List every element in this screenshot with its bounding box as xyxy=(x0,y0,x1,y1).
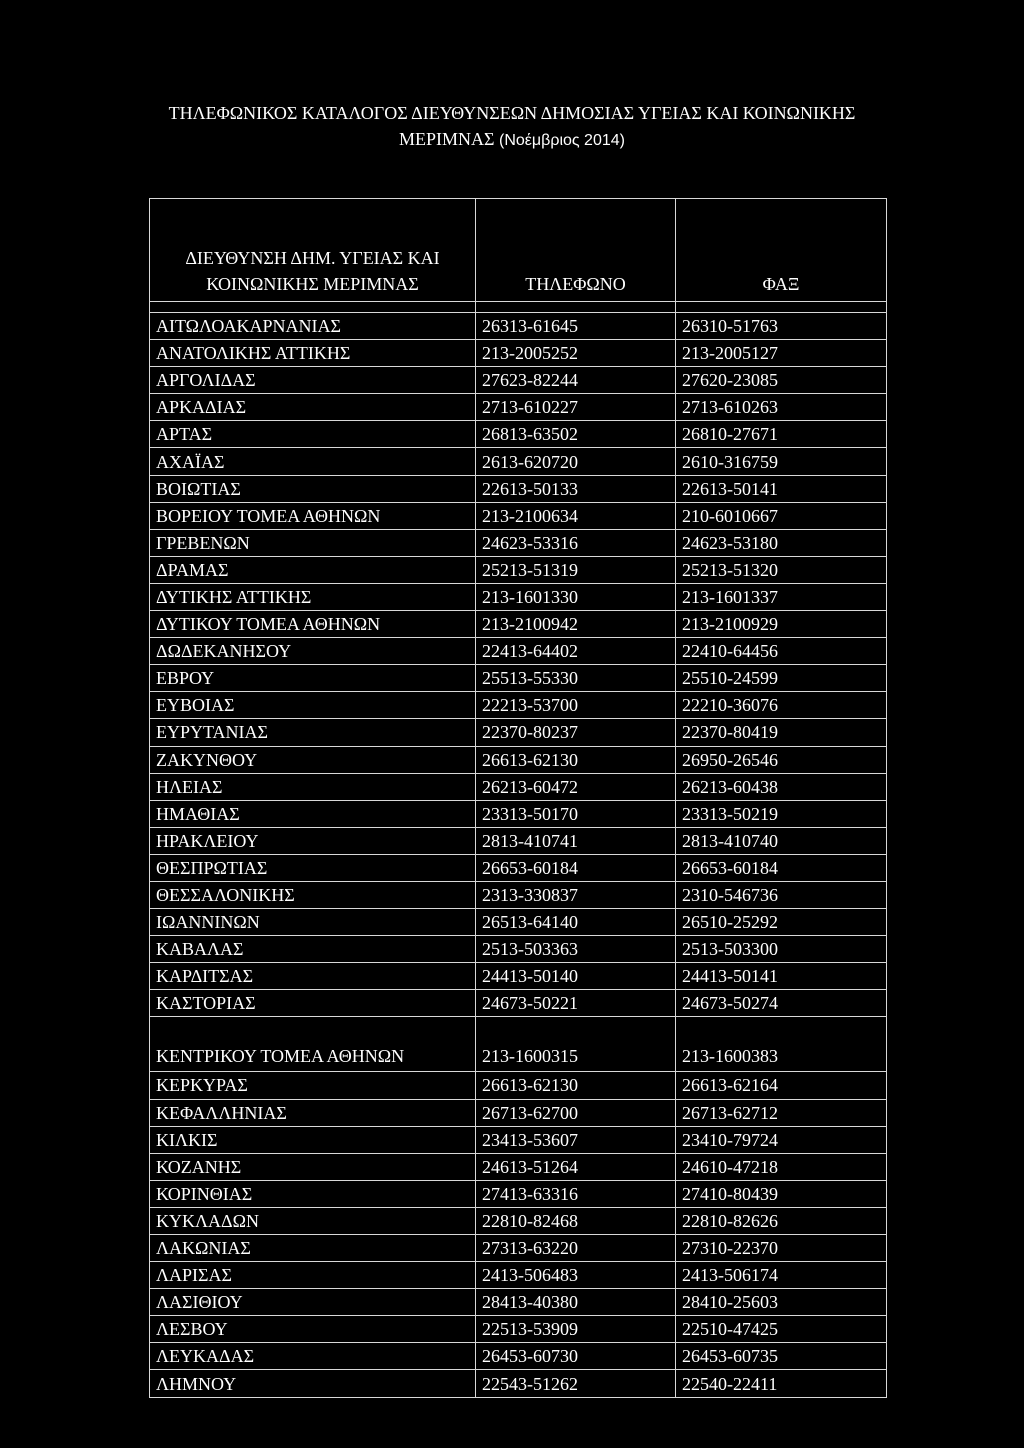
table-row xyxy=(150,963,887,990)
fax-cell: 210-6010667 xyxy=(676,502,887,529)
fax-cell: 213-2100929 xyxy=(676,611,887,638)
table-row xyxy=(150,1343,887,1370)
phone-cell: 26213-60472 xyxy=(476,773,676,800)
table-row xyxy=(150,1262,887,1289)
phone-cell: 22413-64402 xyxy=(476,638,676,665)
spacer-cell xyxy=(476,302,676,313)
directorate-name-cell: ΑΡΤΑΣ xyxy=(150,421,476,448)
directorate-name-cell: ΑΡΓΟΛΙΔΑΣ xyxy=(150,367,476,394)
fax-cell: 27620-23085 xyxy=(676,367,887,394)
fax-cell: 25213-51320 xyxy=(676,556,887,583)
table-row xyxy=(150,1316,887,1343)
fax-cell: 2713-610263 xyxy=(676,394,887,421)
fax-cell: 23410-79724 xyxy=(676,1126,887,1153)
table-row xyxy=(150,1370,887,1397)
table-row xyxy=(150,1017,887,1072)
table-row xyxy=(150,367,887,394)
phone-cell: 22613-50133 xyxy=(476,475,676,502)
phone-cell: 23413-53607 xyxy=(476,1126,676,1153)
table-row xyxy=(150,665,887,692)
directorate-name-cell: ΓΡΕΒΕΝΩΝ xyxy=(150,529,476,556)
table-row xyxy=(150,611,887,638)
phone-cell: 25213-51319 xyxy=(476,556,676,583)
phone-cell: 27313-63220 xyxy=(476,1235,676,1262)
phone-cell: 26613-62130 xyxy=(476,746,676,773)
table-header-row xyxy=(150,199,887,302)
table-row xyxy=(150,1099,887,1126)
fax-cell: 24673-50274 xyxy=(676,990,887,1017)
phone-cell: 24613-51264 xyxy=(476,1153,676,1180)
fax-cell: 22210-36076 xyxy=(676,692,887,719)
phone-cell: 213-1601330 xyxy=(476,583,676,610)
directorate-name-cell: ΔΩΔΕΚΑΝΗΣΟΥ xyxy=(150,638,476,665)
table-row xyxy=(150,800,887,827)
directorate-name-cell: ΚΕΦΑΛΛΗΝΙΑΣ xyxy=(150,1099,476,1126)
directorate-name-cell: ΒΟΡΕΙΟΥ ΤΟΜΕΑ ΑΘΗΝΩΝ xyxy=(150,502,476,529)
fax-cell: 27410-80439 xyxy=(676,1180,887,1207)
table-row xyxy=(150,1072,887,1099)
fax-cell: 22510-47425 xyxy=(676,1316,887,1343)
phone-cell: 2313-330837 xyxy=(476,881,676,908)
table-row xyxy=(150,827,887,854)
phone-cell: 213-2100634 xyxy=(476,502,676,529)
table-row xyxy=(150,638,887,665)
phone-cell: 213-2100942 xyxy=(476,611,676,638)
table-row xyxy=(150,583,887,610)
title-line-2 xyxy=(0,126,1024,154)
phone-cell: 26713-62700 xyxy=(476,1099,676,1126)
fax-cell: 2413-506174 xyxy=(676,1262,887,1289)
header-phone: ΤΗΛΕΦΩΝΟ xyxy=(476,199,676,302)
phone-cell: 22513-53909 xyxy=(476,1316,676,1343)
directorate-name-cell: ΚΥΚΛΑΔΩΝ xyxy=(150,1207,476,1234)
fax-cell: 24413-50141 xyxy=(676,963,887,990)
title-line-1: ΤΗΛΕΦΩΝΙΚΟΣ ΚΑΤΑΛΟΓΟΣ ΔΙΕΥΘΥΝΣΕΩΝ ΔΗΜΟΣΙΑΣ ΥΓΕΙΑΣ ΚΑΙ ΚΟΙΝΩΝΙΚΗΣ xyxy=(168,103,856,123)
table-row xyxy=(150,394,887,421)
table-body xyxy=(150,302,887,1398)
phone-cell: 24673-50221 xyxy=(476,990,676,1017)
table-row xyxy=(150,313,887,340)
fax-cell: 22810-82626 xyxy=(676,1207,887,1234)
directorate-name-cell: ΛΑΣΙΘΙΟΥ xyxy=(150,1289,476,1316)
directorate-name-cell: ΚΑΒΑΛΑΣ xyxy=(150,936,476,963)
table-row xyxy=(150,1235,887,1262)
table-row xyxy=(150,773,887,800)
table-row xyxy=(150,746,887,773)
table-row xyxy=(150,340,887,367)
phone-cell: 26813-63502 xyxy=(476,421,676,448)
phone-cell: 24623-53316 xyxy=(476,529,676,556)
phone-cell: 26613-62130 xyxy=(476,1072,676,1099)
directorate-name-cell: ΗΛΕΙΑΣ xyxy=(150,773,476,800)
table-row xyxy=(150,909,887,936)
fax-cell: 2513-503300 xyxy=(676,936,887,963)
phone-cell: 2613-620720 xyxy=(476,448,676,475)
title-line-2-text: ΜΕΡΙΜΝΑΣ xyxy=(399,129,495,149)
directorate-name-cell: ΛΕΥΚΑΔΑΣ xyxy=(150,1343,476,1370)
phone-cell: 27623-82244 xyxy=(476,367,676,394)
table-row xyxy=(150,881,887,908)
fax-cell: 2310-546736 xyxy=(676,881,887,908)
phone-cell: 22543-51262 xyxy=(476,1370,676,1397)
spacer-cell xyxy=(150,302,476,313)
title-date: (Νοέμβριος 2014) xyxy=(499,132,625,149)
directorate-name-cell: ΑΧΑΪΑΣ xyxy=(150,448,476,475)
phone-cell: 22370-80237 xyxy=(476,719,676,746)
directorate-name-cell: ΛΕΣΒΟΥ xyxy=(150,1316,476,1343)
fax-cell: 26810-27671 xyxy=(676,421,887,448)
table-row xyxy=(150,502,887,529)
directorate-name-cell: ΗΡΑΚΛΕΙΟΥ xyxy=(150,827,476,854)
fax-cell: 22370-80419 xyxy=(676,719,887,746)
table-row xyxy=(150,448,887,475)
directorate-name-cell: ΑΡΚΑΔΙΑΣ xyxy=(150,394,476,421)
directorate-name-cell: ΙΩΑΝΝΙΝΩΝ xyxy=(150,909,476,936)
table-row xyxy=(150,529,887,556)
table-row xyxy=(150,1153,887,1180)
directorate-name-cell: ΚΕΡΚΥΡΑΣ xyxy=(150,1072,476,1099)
fax-cell: 26713-62712 xyxy=(676,1099,887,1126)
directorate-name-cell: ΚΕΝΤΡΙΚΟΥ ΤΟΜΕΑ ΑΘΗΝΩΝ xyxy=(150,1017,476,1072)
fax-cell: 25510-24599 xyxy=(676,665,887,692)
table-row xyxy=(150,692,887,719)
directorate-name-cell: ΕΥΡΥΤΑΝΙΑΣ xyxy=(150,719,476,746)
directorate-name-cell: ΗΜΑΘΙΑΣ xyxy=(150,800,476,827)
table-row xyxy=(150,1180,887,1207)
table-row xyxy=(150,719,887,746)
directorate-name-cell: ΔΥΤΙΚΟΥ ΤΟΜΕΑ ΑΘΗΝΩΝ xyxy=(150,611,476,638)
phone-cell: 24413-50140 xyxy=(476,963,676,990)
directorate-name-cell: ΛΑΡΙΣΑΣ xyxy=(150,1262,476,1289)
fax-cell: 26950-26546 xyxy=(676,746,887,773)
fax-cell: 26653-60184 xyxy=(676,854,887,881)
directorate-name-cell: ΑΝΑΤΟΛΙΚΗΣ ΑΤΤΙΚΗΣ xyxy=(150,340,476,367)
phone-cell: 26513-64140 xyxy=(476,909,676,936)
phone-cell: 23313-50170 xyxy=(476,800,676,827)
directorate-name-cell: ΚΑΡΔΙΤΣΑΣ xyxy=(150,963,476,990)
table-row xyxy=(150,421,887,448)
directorate-name-cell: ΖΑΚΥΝΘΟΥ xyxy=(150,746,476,773)
phone-cell: 26453-60730 xyxy=(476,1343,676,1370)
directorate-name-cell: ΘΕΣΣΑΛΟΝΙΚΗΣ xyxy=(150,881,476,908)
fax-cell: 2610-316759 xyxy=(676,448,887,475)
directorate-name-cell: ΒΟΙΩΤΙΑΣ xyxy=(150,475,476,502)
table-row xyxy=(150,1289,887,1316)
fax-cell: 26613-62164 xyxy=(676,1072,887,1099)
table-row xyxy=(150,475,887,502)
fax-cell: 213-1600383 xyxy=(676,1017,887,1072)
fax-cell: 24623-53180 xyxy=(676,529,887,556)
directorate-name-cell: ΕΒΡΟΥ xyxy=(150,665,476,692)
phone-cell: 26313-61645 xyxy=(476,313,676,340)
directorate-name-cell: ΔΡΑΜΑΣ xyxy=(150,556,476,583)
fax-cell: 213-1601337 xyxy=(676,583,887,610)
fax-cell: 26453-60735 xyxy=(676,1343,887,1370)
fax-cell: 22540-22411 xyxy=(676,1370,887,1397)
table-row xyxy=(150,1207,887,1234)
directorate-name-cell: ΘΕΣΠΡΩΤΙΑΣ xyxy=(150,854,476,881)
directorate-name-cell: ΑΙΤΩΛΟΑΚΑΡΝΑΝΙΑΣ xyxy=(150,313,476,340)
fax-cell: 23313-50219 xyxy=(676,800,887,827)
table-spacer-row xyxy=(150,302,887,313)
directory-table xyxy=(149,198,887,1398)
fax-cell: 22613-50141 xyxy=(676,475,887,502)
fax-cell: 26213-60438 xyxy=(676,773,887,800)
phone-cell: 2413-506483 xyxy=(476,1262,676,1289)
fax-cell: 213-2005127 xyxy=(676,340,887,367)
table-row xyxy=(150,556,887,583)
fax-cell: 2813-410740 xyxy=(676,827,887,854)
document-title xyxy=(0,100,1024,154)
directorate-name-cell: ΚΑΣΤΟΡΙΑΣ xyxy=(150,990,476,1017)
header-fax: ΦΑΞ xyxy=(676,199,887,302)
phone-cell: 27413-63316 xyxy=(476,1180,676,1207)
directorate-name-cell: ΛΑΚΩΝΙΑΣ xyxy=(150,1235,476,1262)
table-row xyxy=(150,1126,887,1153)
phone-cell: 2813-410741 xyxy=(476,827,676,854)
directorate-name-cell: ΚΟΡΙΝΘΙΑΣ xyxy=(150,1180,476,1207)
spacer-cell xyxy=(676,302,887,313)
phone-cell: 2513-503363 xyxy=(476,936,676,963)
directorate-name-cell: ΔΥΤΙΚΗΣ ΑΤΤΙΚΗΣ xyxy=(150,583,476,610)
table-row xyxy=(150,936,887,963)
fax-cell: 28410-25603 xyxy=(676,1289,887,1316)
directorate-name-cell: ΛΗΜΝΟΥ xyxy=(150,1370,476,1397)
phone-cell: 213-1600315 xyxy=(476,1017,676,1072)
phone-cell: 2713-610227 xyxy=(476,394,676,421)
phone-cell: 213-2005252 xyxy=(476,340,676,367)
fax-cell: 27310-22370 xyxy=(676,1235,887,1262)
directorate-name-cell: ΕΥΒΟΙΑΣ xyxy=(150,692,476,719)
fax-cell: 24610-47218 xyxy=(676,1153,887,1180)
fax-cell: 26310-51763 xyxy=(676,313,887,340)
table-row xyxy=(150,854,887,881)
phone-cell: 28413-40380 xyxy=(476,1289,676,1316)
table-row xyxy=(150,990,887,1017)
phone-cell: 22810-82468 xyxy=(476,1207,676,1234)
directorate-name-cell: ΚΟΖΑΝΗΣ xyxy=(150,1153,476,1180)
fax-cell: 22410-64456 xyxy=(676,638,887,665)
phone-cell: 25513-55330 xyxy=(476,665,676,692)
header-directorate: ΔΙΕΥΘΥΝΣΗ ΔΗΜ. ΥΓΕΙΑΣ ΚΑΙ ΚΟΙΝΩΝΙΚΗΣ ΜΕΡΙΜΝΑΣ xyxy=(150,199,476,302)
fax-cell: 26510-25292 xyxy=(676,909,887,936)
directorate-name-cell: ΚΙΛΚΙΣ xyxy=(150,1126,476,1153)
phone-cell: 26653-60184 xyxy=(476,854,676,881)
phone-cell: 22213-53700 xyxy=(476,692,676,719)
